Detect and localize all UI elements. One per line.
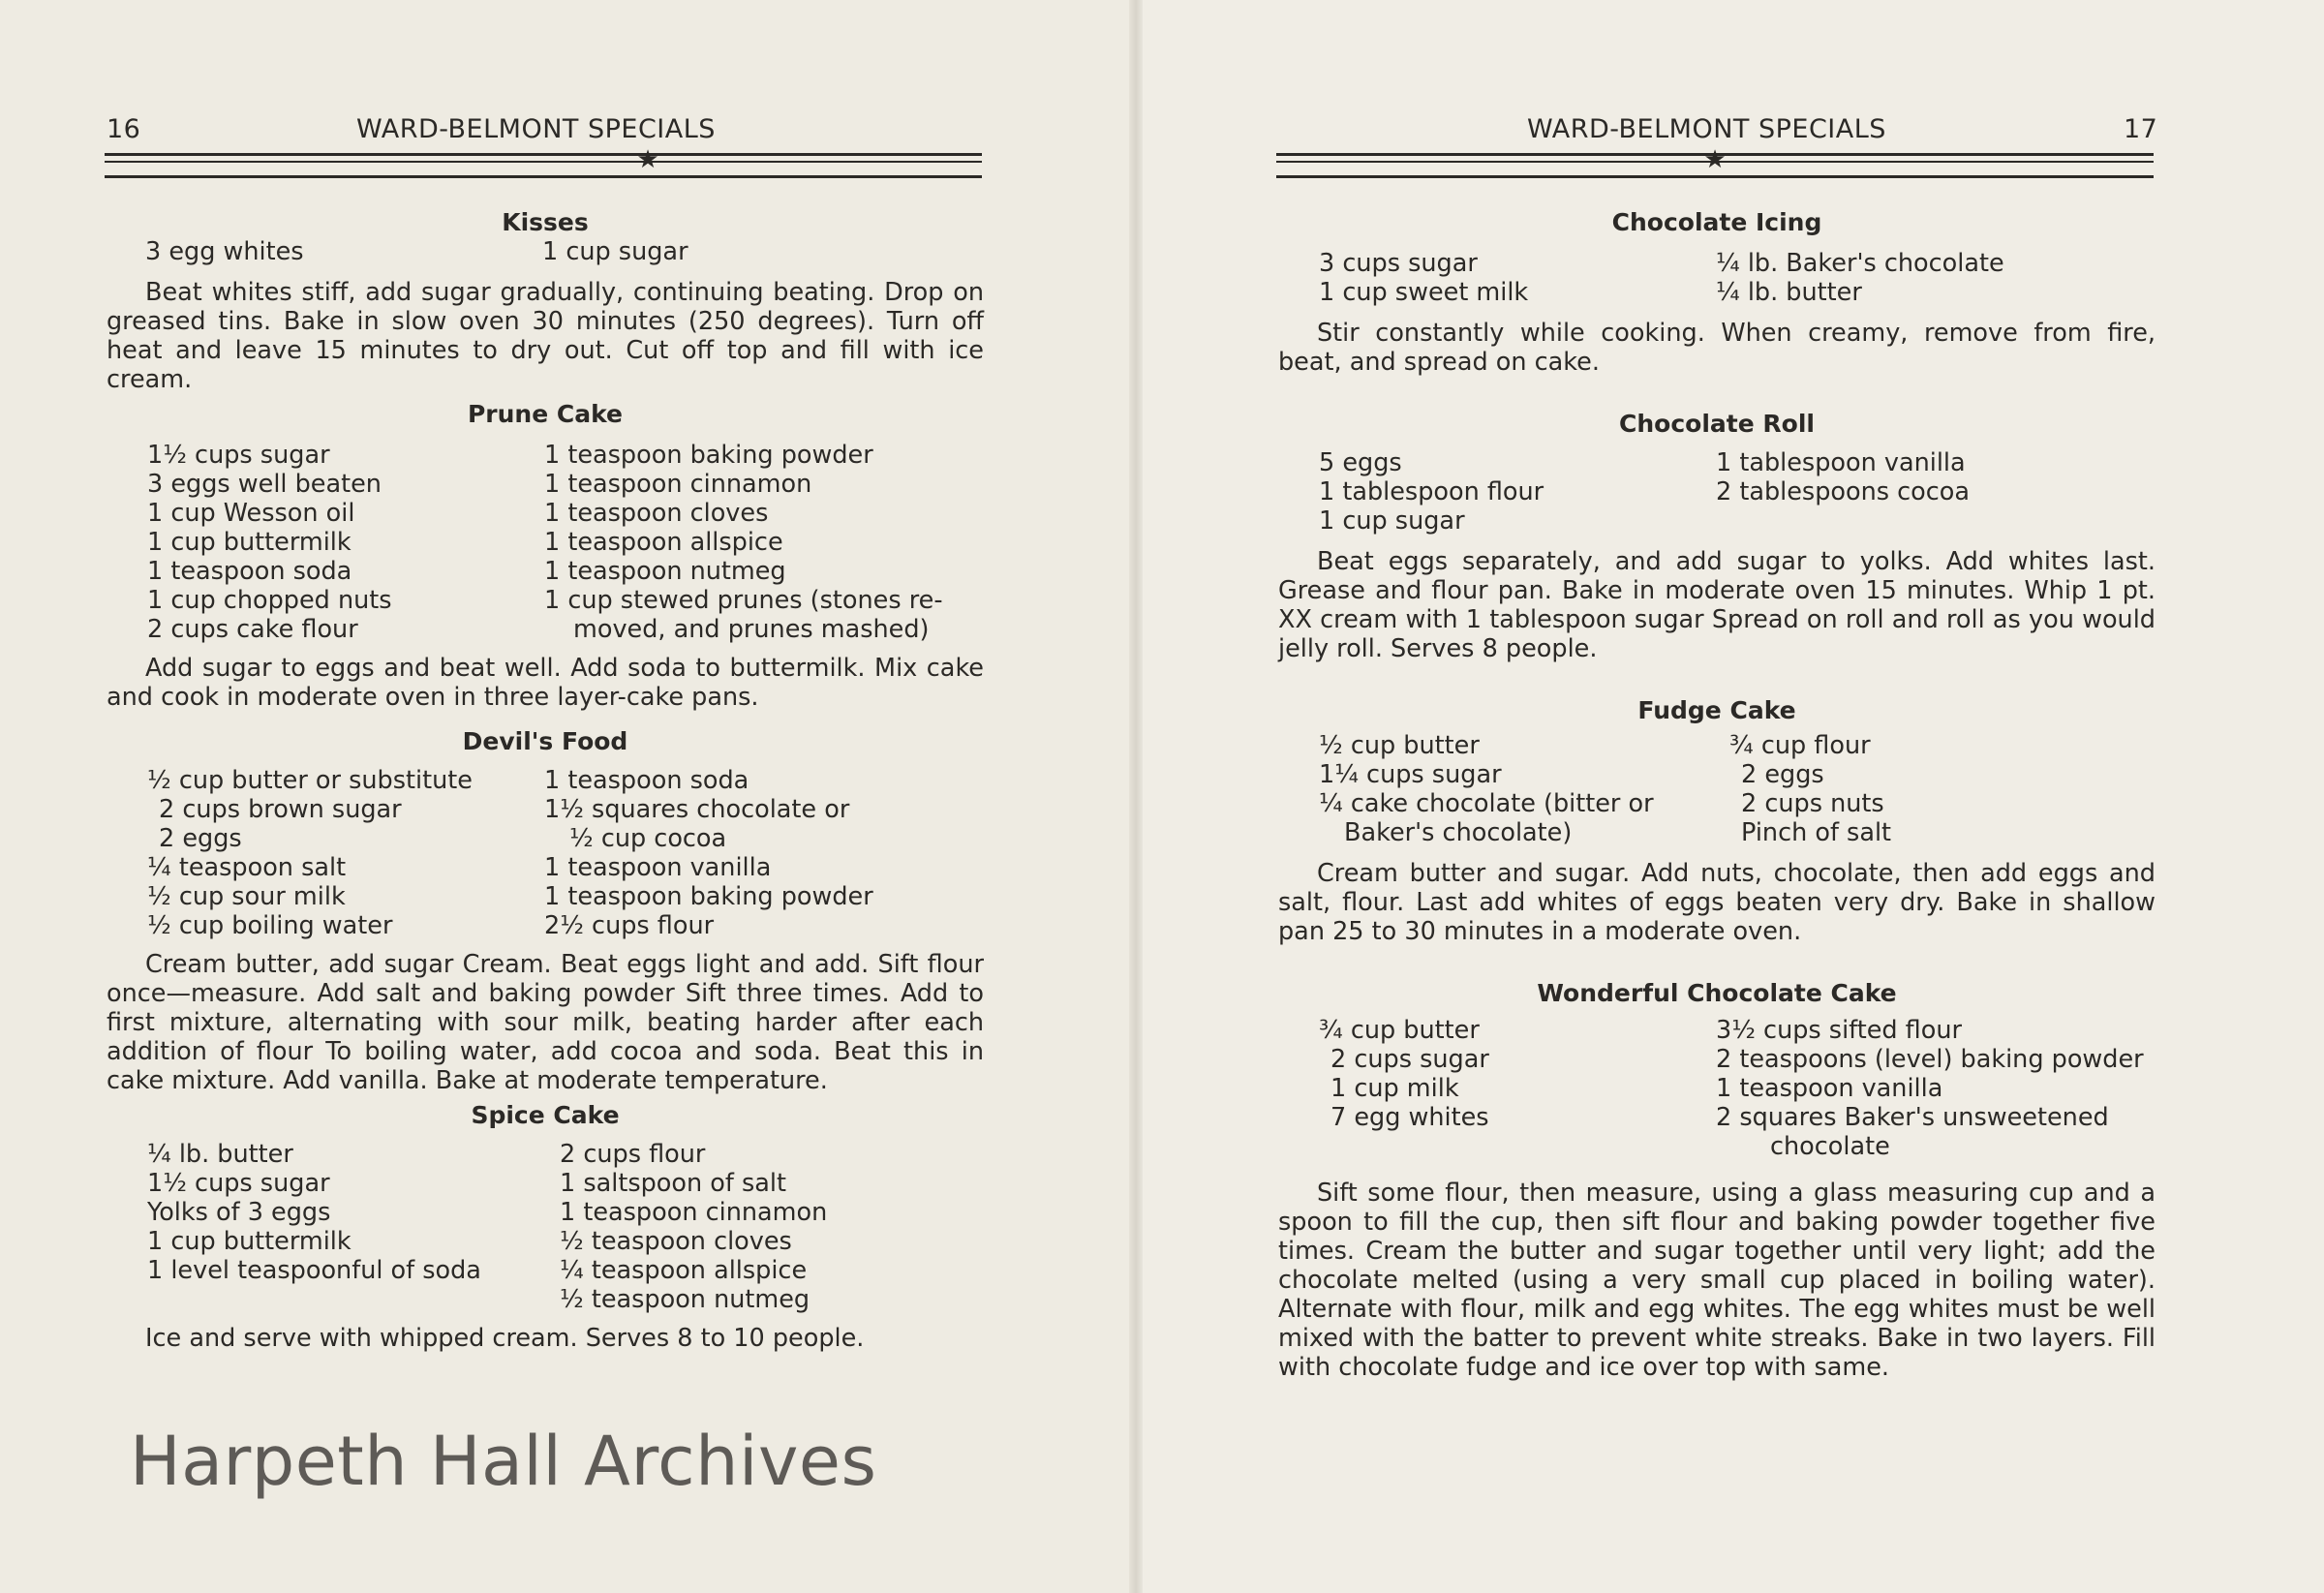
ingredient: ¾ cup butter	[1319, 1016, 1480, 1045]
header-rule-right	[1276, 145, 2154, 178]
ingredient: ½ cup cocoa	[569, 824, 727, 853]
ingredient: 2½ cups flour	[544, 911, 715, 940]
ingredient: 1 cup sweet milk	[1319, 278, 1529, 307]
ingredient-list	[107, 441, 984, 644]
ingredient: 1 teaspoon soda	[147, 557, 352, 586]
ingredient: ¼ lb. Baker's chocolate	[1716, 249, 2004, 278]
ingredient-list	[1278, 448, 2156, 536]
recipe-title: Devil's Food	[462, 727, 628, 755]
ingredient: ½ cup sour milk	[147, 882, 346, 911]
ingredient: ¼ teaspoon salt	[147, 853, 347, 882]
ingredient: ¼ lb. butter	[147, 1140, 293, 1169]
ingredients-col-1	[107, 237, 542, 266]
running-head-left: WARD-BELMONT SPECIALS	[356, 114, 716, 144]
ingredients-col-1	[1278, 1016, 1716, 1161]
ingredient-list	[107, 1140, 984, 1314]
recipe-chocolate-roll	[1278, 410, 2156, 663]
ingredient: ½ teaspoon cloves	[560, 1227, 792, 1256]
recipe-fudge-cake	[1278, 696, 2156, 946]
recipe-title: Fudge Cake	[1637, 696, 1796, 724]
recipe-title: Chocolate Roll	[1619, 410, 1815, 438]
recipe-chocolate-icing	[1278, 208, 2156, 377]
ingredient-list	[1278, 731, 2156, 847]
recipe-directions: Stir constantly while cooking. When creamy, remove from fire, beat, and spread on cake.	[1278, 319, 2156, 377]
ingredient: 1 teaspoon baking powder	[544, 882, 873, 911]
ingredient: 2 eggs	[1741, 760, 1824, 789]
ingredients-col-2	[1716, 1016, 2144, 1161]
ingredient: 2 cups cake flour	[147, 615, 358, 644]
ingredient: 1 teaspoon cloves	[544, 499, 769, 528]
ingredients-col-2	[560, 1140, 827, 1314]
ingredient: 1¼ cups sugar	[1319, 760, 1502, 789]
ingredient: 1 cup buttermilk	[147, 1227, 352, 1256]
ingredient: 7 egg whites	[1330, 1103, 1489, 1132]
recipe-directions: Beat eggs separately, and add sugar to yolks. Add whites last. Grease and flour pan. Bake in moderate oven 15 minutes. Whip 1 pt. XX cream with 1 tablespoon sugar Spread on roll and roll as you would jelly roll. Serves 8 people.	[1278, 547, 2156, 663]
ingredient: 1 tablespoon vanilla	[1716, 448, 1966, 477]
recipe-wonderful-chocolate-cake	[1278, 979, 2156, 1382]
ingredient: Pinch of salt	[1741, 818, 1892, 847]
ingredients-col-2	[1716, 249, 2004, 307]
recipe-directions: Cream butter, add sugar Cream. Beat eggs light and add. Sift flour once—measure. Add salt and baking powder Sift three times. Add to first mixture, alternating with sour milk, beating harder after each addition of flour To boiling water, add cocoa and soda. Beat this in cake mixture. Add vanilla. Bake at moderate temperature.	[107, 950, 984, 1095]
recipe-directions: Add sugar to eggs and beat well. Add soda to buttermilk. Mix cake and cook in moderate oven in three layer-cake pans.	[107, 654, 984, 712]
ingredients-col-1	[107, 441, 544, 644]
ingredient: ¼ teaspoon allspice	[560, 1256, 808, 1285]
ingredient: ¼ lb. butter	[1716, 278, 1862, 307]
ingredient: ½ cup butter	[1319, 731, 1480, 760]
ingredient: 3 eggs well beaten	[147, 470, 382, 499]
ingredient: 1 teaspoon nutmeg	[544, 557, 786, 586]
ingredients-col-2	[544, 766, 873, 940]
recipe-title: Kisses	[502, 208, 589, 236]
star-ornament-icon: ★	[1703, 145, 1727, 174]
ingredient: 1 teaspoon vanilla	[544, 853, 772, 882]
ingredient: 1 cup Wesson oil	[147, 499, 355, 528]
ingredient: 2 cups sugar	[1330, 1045, 1489, 1074]
ingredient: 1 teaspoon soda	[544, 766, 749, 795]
ingredients-col-1	[1278, 448, 1716, 536]
ingredient: ½ teaspoon nutmeg	[560, 1285, 810, 1314]
recipe-spice-cake	[107, 1101, 984, 1353]
left-column	[107, 208, 984, 1353]
ingredient: 1 teaspoon cinnamon	[544, 470, 812, 499]
ingredient: 1 teaspoon allspice	[544, 528, 783, 557]
ingredient: 1 cup buttermilk	[147, 528, 352, 557]
ingredient: ¾ cup flour	[1729, 731, 1871, 760]
right-column	[1278, 208, 2156, 1382]
ingredient: Yolks of 3 eggs	[147, 1198, 331, 1227]
recipe-title: Prune Cake	[467, 400, 624, 428]
recipe-title: Spice Cake	[471, 1101, 620, 1129]
header-rule-left	[105, 145, 982, 178]
book-gutter	[1129, 0, 1143, 1593]
recipe-prune-cake	[107, 400, 984, 712]
ingredient: 1 cup sugar	[1319, 506, 1465, 536]
ingredient: 3½ cups sifted flour	[1716, 1016, 1962, 1045]
recipe-kisses	[107, 208, 984, 394]
ingredient: 2 tablespoons cocoa	[1716, 477, 1971, 506]
ingredient: 2 teaspoons (level) baking powder	[1716, 1045, 2144, 1074]
ingredient: 2 cups brown sugar	[159, 795, 402, 824]
ingredient-list	[1278, 249, 2156, 307]
recipe-title: Chocolate Icing	[1611, 208, 1822, 236]
ingredient-continued: moved, and prunes mashed)	[573, 615, 930, 644]
ingredient-continued: chocolate	[1770, 1132, 1890, 1161]
ingredient: 1 teaspoon baking powder	[544, 441, 873, 470]
ingredient: 5 eggs	[1319, 448, 1402, 477]
page-number-left: 16	[107, 114, 141, 144]
ingredient: 1 teaspoon cinnamon	[560, 1198, 828, 1227]
ingredients-col-2	[1729, 731, 1891, 847]
ingredient: 1 cup milk	[1330, 1074, 1459, 1103]
recipe-directions: Ice and serve with whipped cream. Serves 8 to 10 people.	[145, 1324, 865, 1353]
page-number-right: 17	[2124, 114, 2158, 144]
ingredient: 3 cups sugar	[1319, 249, 1478, 278]
star-ornament-icon: ★	[636, 145, 659, 174]
ingredient: 1 cup chopped nuts	[147, 586, 392, 615]
ingredient: 2 eggs	[159, 824, 242, 853]
ingredient: ¼ cake chocolate (bitter or	[1319, 789, 1654, 818]
ingredient: 1½ cups sugar	[147, 1169, 330, 1198]
archive-watermark: Harpeth Hall Archives	[130, 1422, 877, 1501]
ingredients-col-2	[544, 441, 943, 644]
recipe-directions: Cream butter and sugar. Add nuts, chocolate, then add eggs and salt, flour. Last add whites of eggs beaten very dry. Bake in shallow pan 25 to 30 minutes in a moderate oven.	[1278, 859, 2156, 946]
ingredients-col-1	[107, 1140, 560, 1314]
ingredient: 2 cups nuts	[1741, 789, 1884, 818]
ingredient: 1 tablespoon flour	[1319, 477, 1544, 506]
ingredient: 2 squares Baker's unsweetened	[1716, 1103, 2109, 1132]
ingredient: 3 egg whites	[145, 237, 304, 266]
ingredient-list	[1278, 1016, 2156, 1161]
ingredients-col-1	[1278, 249, 1716, 307]
ingredient: 1 teaspoon vanilla	[1716, 1074, 1943, 1103]
ingredient: 1 saltspoon of salt	[560, 1169, 786, 1198]
ingredient: ½ cup boiling water	[147, 911, 393, 940]
ingredient: 2 cups flour	[560, 1140, 706, 1169]
ingredient: 1 cup stewed prunes (stones re-	[544, 586, 943, 615]
recipe-directions: Beat whites stiff, add sugar gradually, continuing beating. Drop on greased tins. Bake in slow oven 30 minutes (250 degrees). Turn off heat and leave 15 minutes to dry out. Cut off top and fill with ice cream.	[107, 278, 984, 394]
ingredient-continued: Baker's chocolate)	[1344, 818, 1573, 847]
ingredients-col-1	[1278, 731, 1729, 847]
recipe-title: Wonderful Chocolate Cake	[1537, 979, 1897, 1007]
ingredient-list	[107, 237, 984, 266]
ingredients-col-2	[1716, 448, 1970, 536]
ingredient-list	[107, 766, 984, 940]
ingredient: 1½ cups sugar	[147, 441, 330, 470]
running-head-right: WARD-BELMONT SPECIALS	[1527, 114, 1886, 144]
ingredient: ½ cup butter or substitute	[147, 766, 473, 795]
recipe-devils-food	[107, 727, 984, 1095]
ingredient: 1 level teaspoonful of soda	[147, 1256, 481, 1285]
ingredients-col-2	[542, 237, 688, 266]
recipe-directions: Sift some flour, then measure, using a glass measuring cup and a spoon to fill the cup, then sift flour and baking powder together five times. Cream the butter and sugar together until very light; add the chocolate melted (using a very small cup placed in boiling water). Alternate with flour, milk and egg whites. The egg whites must be well mixed with the batter to prevent white streaks. Bake in two layers. Fill with chocolate fudge and ice over top with same.	[1278, 1179, 2156, 1382]
ingredients-col-1	[107, 766, 544, 940]
ingredient: 1 cup sugar	[542, 237, 688, 266]
ingredient: 1½ squares chocolate or	[544, 795, 850, 824]
